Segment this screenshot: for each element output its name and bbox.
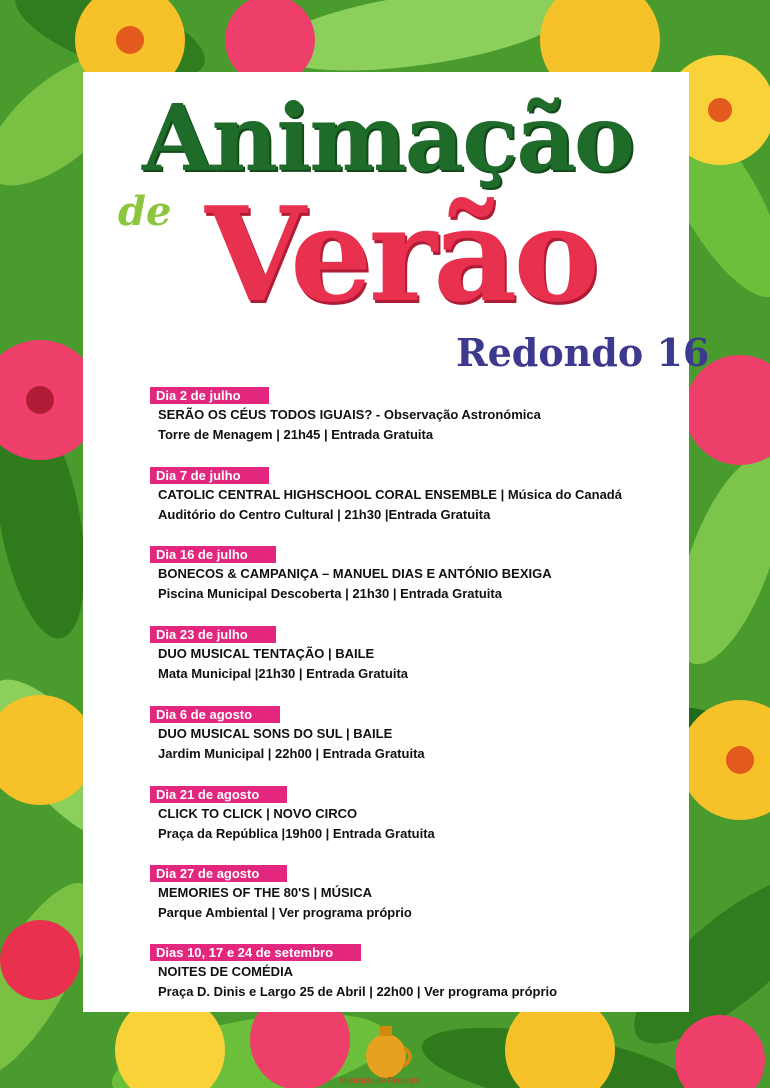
event-date: Dia 23 de julho <box>150 626 276 643</box>
event-date: Dia 6 de agosto <box>150 706 280 723</box>
title-de: de <box>118 188 172 235</box>
event-date: Dia 16 de julho <box>150 546 276 563</box>
event-item <box>150 944 557 1002</box>
title-redondo-16: Redondo 16 <box>456 330 710 375</box>
event-date: Dia 7 de julho <box>150 467 269 484</box>
event-title: CATOLIC CENTRAL HIGHSCHOOL CORAL ENSEMBLE | Música do Canadá <box>158 487 622 502</box>
event-item <box>150 865 412 923</box>
title-animacao: Animação <box>142 84 634 192</box>
event-title: NOITES DE COMÉDIA <box>158 964 294 979</box>
event-title: DUO MUSICAL SONS DO SUL | BAILE <box>158 726 393 741</box>
event-details: Torre de Menagem | 21h45 | Entrada Gratuita <box>158 427 434 442</box>
event-date: Dia 27 de agosto <box>150 865 287 882</box>
event-item <box>150 546 552 604</box>
event-details: Praça da República |19h00 | Entrada Gratuita <box>158 826 435 841</box>
event-date: Dia 21 de agosto <box>150 786 287 803</box>
event-details: Praça D. Dinis e Largo 25 de Abril | 22h00 | Ver programa próprio <box>158 984 558 999</box>
event-item <box>150 387 541 445</box>
event-title: SERÃO OS CÉUS TODOS IGUAIS? - Observação Astronómica <box>158 407 541 422</box>
event-title: MEMORIES OF THE 80'S | MÚSICA <box>158 885 373 900</box>
event-item <box>150 706 425 764</box>
event-item <box>150 626 408 684</box>
title-verao: Verão <box>205 178 597 331</box>
municipio-logo-text: Município de Redondo <box>340 1076 421 1085</box>
event-details: Auditório do Centro Cultural | 21h30 |Entrada Gratuita <box>158 507 491 522</box>
event-title: CLICK TO CLICK | NOVO CIRCO <box>158 806 358 821</box>
event-date: Dia 2 de julho <box>150 387 269 404</box>
event-item <box>150 786 435 844</box>
event-title: BONECOS & CAMPANIÇA – MANUEL DIAS E ANTÓNIO BEXIGA <box>158 566 552 581</box>
event-title: DUO MUSICAL TENTAÇÃO | BAILE <box>158 646 375 661</box>
event-details: Piscina Municipal Descoberta | 21h30 | Entrada Gratuita <box>158 586 502 601</box>
event-details: Parque Ambiental | Ver programa próprio <box>158 905 412 920</box>
event-date: Dias 10, 17 e 24 de setembro <box>150 944 361 961</box>
event-details: Mata Municipal |21h30 | Entrada Gratuita <box>158 666 409 681</box>
event-details: Jardim Municipal | 22h00 | Entrada Gratuita <box>158 746 425 761</box>
event-item <box>150 467 622 525</box>
